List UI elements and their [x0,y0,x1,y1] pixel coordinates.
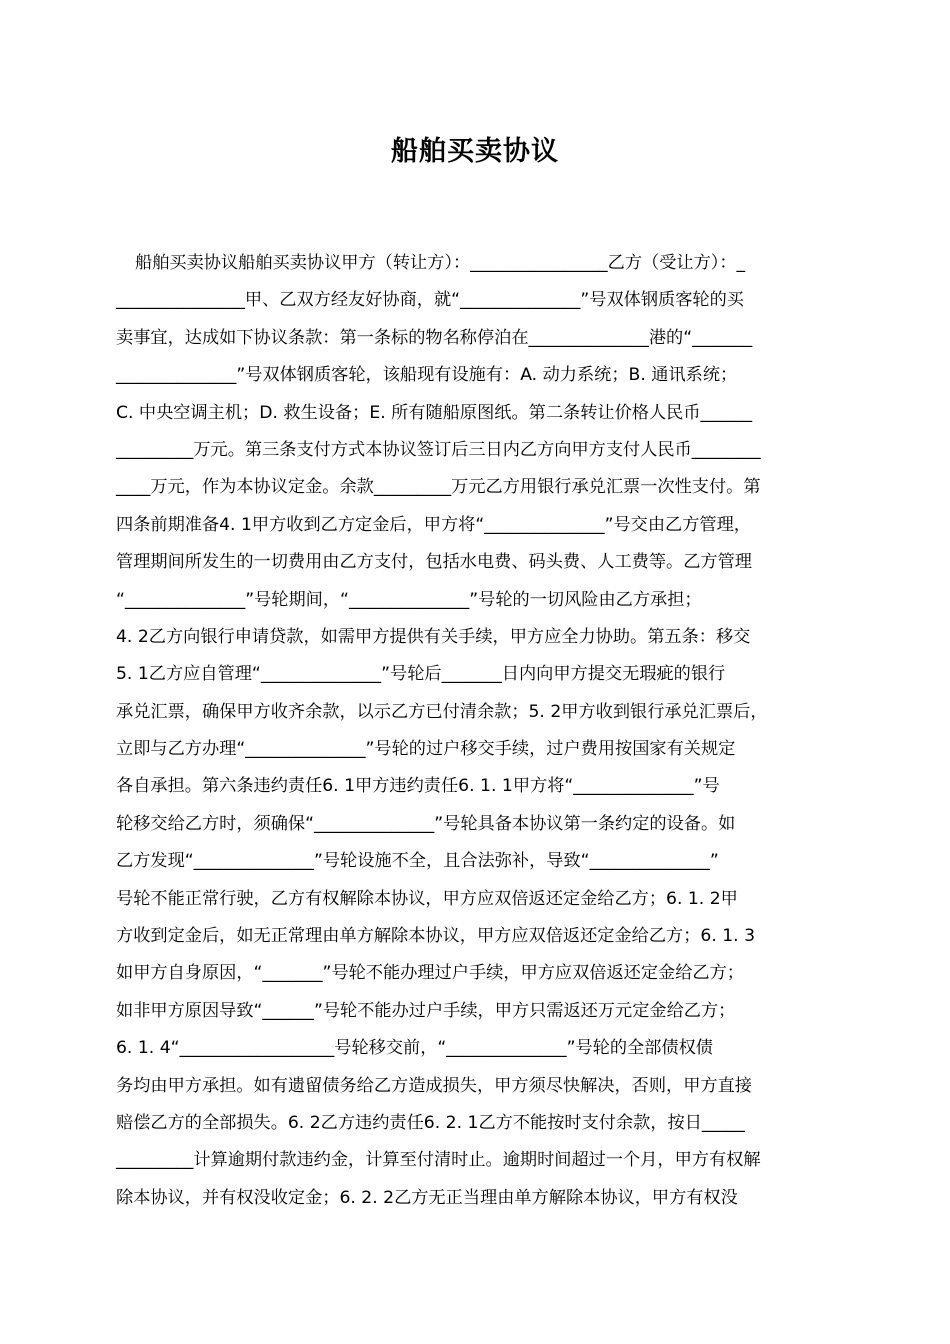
body-line: 4. 2乙方向银行申请贷款，如需甲方提供有关手续，甲方应全力协助。第五条：移交 [116,626,751,647]
body-line: C. 中央空调主机；D. 救生设备；E. 所有随船原图纸。第二条转让价格人民币______ [116,402,753,423]
body-line: 6. 1. 4“__________________号轮移交前，“______________”号轮的全部债权债 [116,1038,713,1059]
body-line: 如甲方自身原因，“_______”号轮不能办理过户手续，甲方应双倍返还定金给乙方； [116,963,744,984]
body-line: 轮移交给乙方时，须确保“______________”号轮具备本协议第一条约定的设备。如 [116,813,736,834]
body-line: 承兑汇票，确保甲方收齐余款，以示乙方已付清余款；5. 2甲方收到银行承兑汇票后， [116,701,768,722]
body-line: 管理期间所发生的一切费用由乙方支付，包括水电费、码头费、人工费等。乙方管理 [116,552,752,573]
body-line: 方收到定金后，如无正常理由单方解除本协议，甲方应双倍返还定金给乙方；6. 1. 3 [116,926,756,947]
body-line: 号轮不能正常行驶，乙方有权解除本协议，甲方应双倍返还定金给乙方；6. 1. 2甲 [116,888,738,909]
body-line: 除本协议，并有权没收定金；6. 2. 2乙方无正当理由单方解除本协议，甲方有权没 [116,1187,738,1208]
body-line: 四条前期准备4. 1甲方收到乙方定金后，甲方将“______________”号交由乙方管理， [116,514,751,535]
body-line: ____万元，作为本协议定金。余款_________万元乙方用银行承兑汇票一次性支付。第 [116,477,761,498]
body-line: 5. 1乙方应自管理“______________”号轮后_______日内向甲方提交无瑕疵的银行 [116,664,726,685]
body-line: 各自承担。第六条违约责任6. 1甲方违约责任6. 1. 1甲方将“______________”号 [116,776,720,797]
body-line: _______________甲、乙双方经友好协商，就“______________”号双体钢质客轮的买 [116,290,744,311]
document-title: 船舶买卖协议 [391,136,559,167]
body-line: 务均由甲方承担。如有遗留债务给乙方造成损失，甲方须尽快解决，否则，甲方直接 [116,1075,752,1096]
body-line: 赔偿乙方的全部损失。6. 2乙方违约责任6. 2. 1乙方不能按时支付余款，按日_____ [116,1112,745,1133]
body-line: _________万元。第三条支付方式本协议签订后三日内乙方向甲方支付人民币________ [116,439,761,460]
body-line: 船舶买卖协议船舶买卖协议甲方（转让方）：________________乙方（受让方）：_ [135,253,746,273]
body-line: 如非甲方原因导致“______”号轮不能办过户手续，甲方只需返还万元定金给乙方； [116,1000,736,1021]
body-line: ______________”号双体钢质客轮，该船现有设施有：A. 动力系统；B. 通讯系统； [116,365,738,386]
body-line: _________计算逾期付款违约金，计算至付清时止。逾期时间超过一个月，甲方有权解 [116,1150,761,1171]
body-line: 卖事宜，达成如下协议条款：第一条标的物名称停泊在______________港的“_______ [116,327,753,348]
body-line: “______________”号轮期间，“______________”号轮的一切风险由乙方承担； [116,589,702,610]
body-line: 立即与乙方办理“______________”号轮的过户移交手续，过户费用按国家有关规定 [116,739,736,760]
body-line: 乙方发现“______________”号轮设施不全，且合法弥补，导致“______________” [116,851,719,872]
document-body [116,245,841,1217]
